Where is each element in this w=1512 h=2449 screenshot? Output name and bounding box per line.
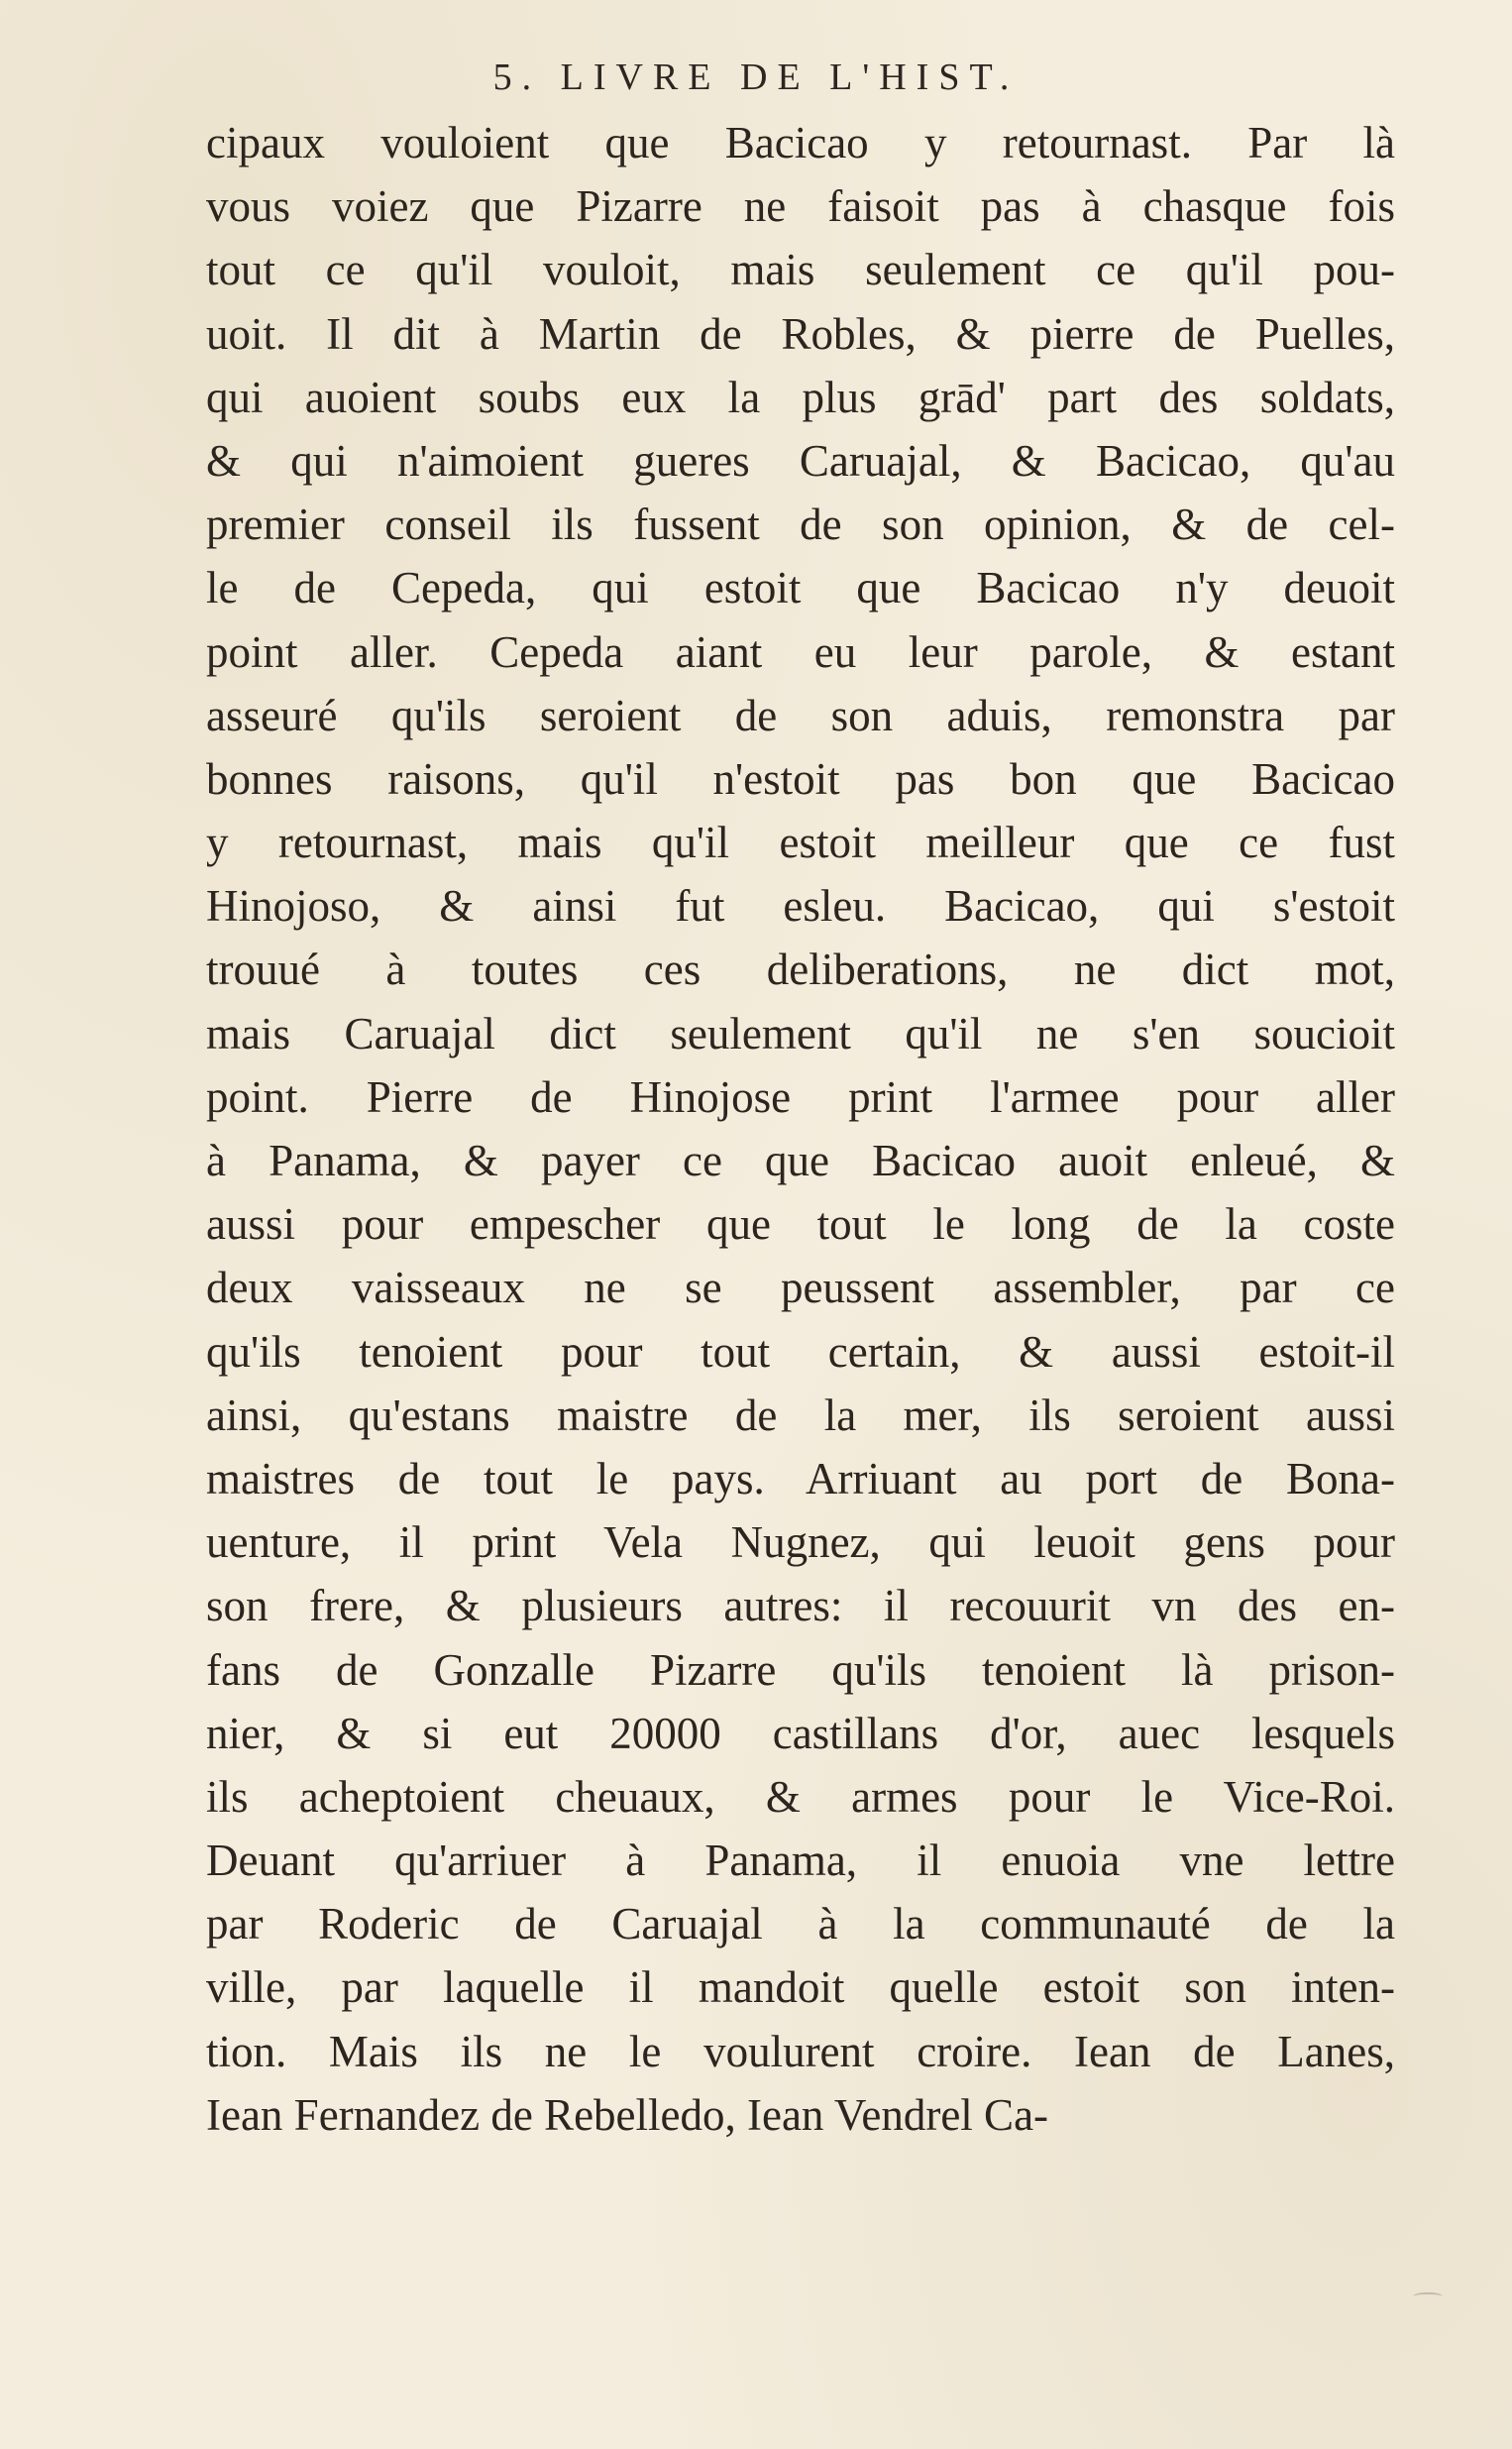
text-line: nier, & si eut 20000 castillans d'or, auec lesquels	[206, 1708, 1395, 1758]
text-line: ils acheptoient cheuaux, & armes pour le Vice-Roi.	[206, 1771, 1395, 1822]
text-line: par Roderic de Caruajal à la communauté de la	[206, 1899, 1395, 1949]
text-line: point. Pierre de Hinojose print l'armee pour aller	[206, 1071, 1395, 1122]
text-line: tout ce qu'il vouloit, mais seulement ce qu'il pou-	[206, 245, 1395, 295]
text-line: asseuré qu'ils seroient de son aduis, remonstra par	[206, 690, 1395, 740]
text-line: uoit. Il dit à Martin de Robles, & pierre de Puelles,	[206, 308, 1395, 359]
text-line: le de Cepeda, qui estoit que Bacicao n'y deuoit	[206, 563, 1395, 613]
text-line: mais Caruajal dict seulement qu'il ne s'en soucioit	[206, 1008, 1395, 1058]
text-line: ville, par laquelle il mandoit quelle estoit son inten-	[206, 1962, 1395, 2013]
text-line: premier conseil ils fussent de son opinion, & de cel-	[206, 500, 1395, 550]
text-line: ainsi, qu'estans maistre de la mer, ils seroient aussi	[206, 1390, 1395, 1440]
text-line: trouué à toutes ces deliberations, ne dict mot,	[206, 945, 1395, 995]
text-line: tion. Mais ils ne le voulurent croire. Iean de Lanes,	[206, 2026, 1395, 2076]
text-line: à Panama, & payer ce que Bacicao auoit enleué, &	[206, 1136, 1395, 1185]
text-line: point aller. Cepeda aiant eu leur parole, & estant	[206, 626, 1395, 677]
text-line: uenture, il print Vela Nugnez, qui leuoit gens pour	[206, 1517, 1395, 1568]
body-text	[206, 111, 1395, 2147]
text-line: & qui n'aimoient gueres Caruajal, & Bacicao, qu'au	[206, 435, 1395, 486]
text-line: bonnes raisons, qu'il n'estoit pas bon que Bacicao	[206, 753, 1395, 804]
text-line: y retournast, mais qu'il estoit meilleur que ce fust	[206, 818, 1395, 868]
text-line: Deuant qu'arriuer à Panama, il enuoia vne lettre	[206, 1836, 1395, 1886]
paper-mark	[1413, 2292, 1443, 2300]
text-line: qu'ils tenoient pour tout certain, & aussi estoit-il	[206, 1326, 1395, 1377]
text-line: vous voiez que Pizarre ne faisoit pas à chasque fois	[206, 181, 1395, 232]
text-line: cipaux vouloient que Bacicao y retournast. Par là	[206, 118, 1395, 167]
text-line: fans de Gonzalle Pizarre qu'ils tenoient là prison-	[206, 1644, 1395, 1695]
text-line: deux vaisseaux ne se peussent assembler, par ce	[206, 1263, 1395, 1313]
text-line: aussi pour empescher que tout le long de la coste	[206, 1199, 1395, 1250]
text-line: son frere, & plusieurs autres: il recouurit vn des en-	[206, 1581, 1395, 1631]
text-line: Hinojoso, & ainsi fut esleu. Bacicao, qui s'estoit	[206, 881, 1395, 932]
text-line: Iean Fernandez de Rebelledo, Iean Vendrel Ca-	[206, 2089, 1049, 2140]
text-line: maistres de tout le pays. Arriuant au port de Bona-	[206, 1453, 1395, 1503]
running-head: 5. LIVRE DE L'HIST.	[492, 56, 1020, 98]
text-line: qui auoient soubs eux la plus grād' part des soldats,	[206, 372, 1395, 422]
